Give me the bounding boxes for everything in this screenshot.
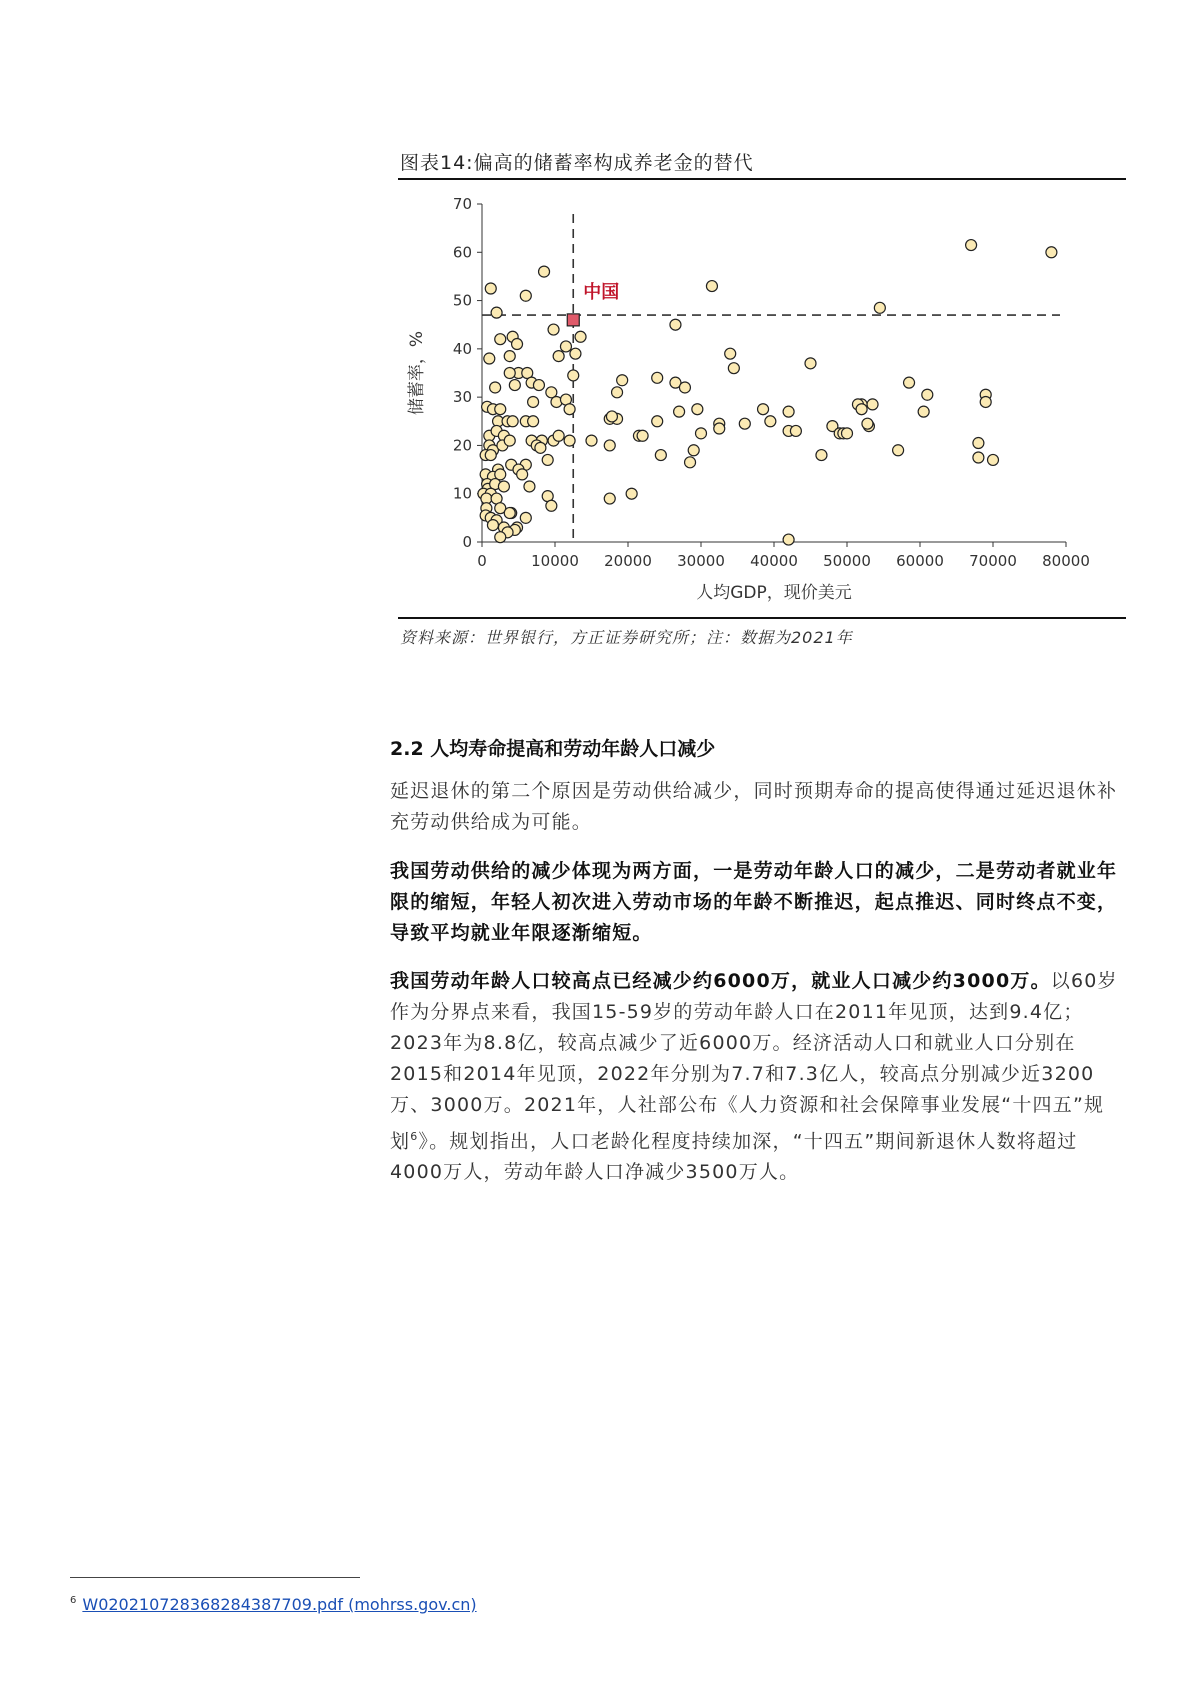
data-point [512,339,523,350]
y-tick-label: 60 [452,243,472,262]
data-point [606,411,617,422]
data-point [714,423,725,434]
y-tick-label: 20 [452,436,472,455]
data-point [626,488,637,499]
data-point [655,450,666,461]
data-point [604,493,615,504]
data-point [980,396,991,407]
footnote-marker: 6 [70,1595,77,1606]
data-point [560,341,571,352]
data-point [520,512,531,523]
y-axis-label: 储蓄率，% [407,330,427,416]
data-point [546,500,557,511]
data-point [966,240,977,251]
data-point [652,372,663,383]
data-point [495,404,506,415]
data-point [728,363,739,374]
data-point [575,331,586,342]
paragraph-3 [390,966,1120,1188]
paragraph-2-bold: 我国劳动供给的减少体现为两方面，一是劳动年龄人口的减少，二是劳动者就业年限的缩短，年轻人初次进入劳动市场的年龄不断推迟，起点推迟、同时终点不变，导致平均就业年限逐渐缩短。 [390,860,1118,944]
data-point [758,404,769,415]
data-point [856,404,867,415]
data-point [874,302,885,313]
data-point [586,435,597,446]
data-point [564,435,575,446]
data-point [922,389,933,400]
y-tick-label: 0 [462,533,472,551]
data-point [517,469,528,480]
data-point [484,353,495,364]
data-point [973,438,984,449]
data-point [816,450,827,461]
data-point [612,387,623,398]
data-point [504,508,515,519]
data-point [862,418,873,429]
y-tick-label: 50 [452,291,472,310]
x-tick-label: 30000 [677,552,725,570]
data-point [790,425,801,436]
data-point [485,283,496,294]
data-point [548,324,559,335]
paragraph-3-text-b: 》。规划指出，人口老龄化程度持续加深，“十四五”期间新退休人数将超过4000万人，劳动年龄人口净减少3500万人。 [390,1130,1078,1184]
data-point [504,435,515,446]
data-point [637,430,648,441]
x-axis-label: 人均GDP，现价美元 [696,583,852,603]
figure-title: 图表14:偏高的储蓄率构成养老金的替代 [400,152,754,174]
footnote [70,1595,477,1614]
data-point [783,406,794,417]
data-point [973,452,984,463]
section-heading: 2.2 人均寿命提高和劳动年龄人口减少 [390,738,716,760]
data-point [696,428,707,439]
china-point [567,314,579,326]
data-point [765,416,776,427]
data-point [495,334,506,345]
data-point [553,351,564,362]
data-point [491,307,502,318]
data-point [528,396,539,407]
data-point [542,454,553,465]
data-point [524,481,535,492]
figure-bottom-rule [398,617,1126,619]
footnote-link[interactable]: W020210728368284387709.pdf (mohrss.gov.cn) [82,1595,477,1614]
data-point [842,428,853,439]
data-point [570,348,581,359]
data-point [867,399,878,410]
footnote-divider [70,1577,360,1578]
data-point [504,368,515,379]
data-point [533,380,544,391]
data-point [739,418,750,429]
data-point [988,454,999,465]
data-point [568,370,579,381]
paragraph-3-text-a: 以60岁作为分界点来看，我国15-59岁的劳动年龄人口在2011年见顶，达到9.4亿；2023年为8.8亿，较高点减少了近6000万。经济活动人口和就业人口分别在2015和2014年见顶，2022年分别为7.7和7.3亿人，较高点分别减少近3200万、3000万。2021年，人社部公布《人力资源和社会保障事业发展“十四五”规划 [390,970,1118,1153]
data-point [893,445,904,456]
data-point [725,348,736,359]
x-tick-label: 10000 [531,552,579,570]
data-point [783,534,794,545]
data-point [679,382,690,393]
data-point [495,532,506,543]
china-label: 中国 [583,281,620,303]
data-point [674,406,685,417]
x-tick-label: 20000 [604,552,652,570]
x-tick-label: 0 [477,552,487,570]
paragraph-1: 延迟退休的第二个原因是劳动供给减少，同时预期寿命的提高使得通过延迟退休补充劳动供给成为可能。 [390,780,1118,833]
data-point [652,416,663,427]
y-tick-label: 10 [452,484,472,503]
data-point [487,520,498,531]
y-tick-label: 40 [452,339,472,358]
data-point [1046,247,1057,258]
x-tick-label: 40000 [750,552,798,570]
data-point [553,430,564,441]
data-point [805,358,816,369]
data-point [688,445,699,456]
scatter-chart [398,180,1126,620]
data-point [685,457,696,468]
data-point [539,266,550,277]
data-point [520,290,531,301]
data-point [617,375,628,386]
y-tick-label: 70 [452,195,472,213]
data-point [507,416,518,427]
data-point [490,382,501,393]
footnote-ref-marker[interactable]: 6 [410,1130,419,1143]
paragraph-2 [390,856,1120,949]
data-point [604,440,615,451]
y-tick-label: 30 [452,388,472,407]
data-point [918,406,929,417]
data-point [498,481,509,492]
data-point [535,442,546,453]
paragraph-3-bold: 我国劳动年龄人口较高点已经减少约6000万，就业人口减少约3000万。 [390,970,1051,992]
figure-source: 资料来源：世界银行，方正证券研究所；注：数据为2021年 [400,628,853,647]
data-point [670,319,681,330]
data-point [904,377,915,388]
x-tick-label: 80000 [1042,552,1090,570]
data-point [504,351,515,362]
data-point [564,404,575,415]
x-tick-label: 60000 [896,552,944,570]
x-tick-label: 50000 [823,552,871,570]
data-point [528,416,539,427]
data-point [706,281,717,292]
data-point [485,450,496,461]
x-tick-label: 70000 [969,552,1017,570]
data-point [509,380,520,391]
data-point [692,404,703,415]
